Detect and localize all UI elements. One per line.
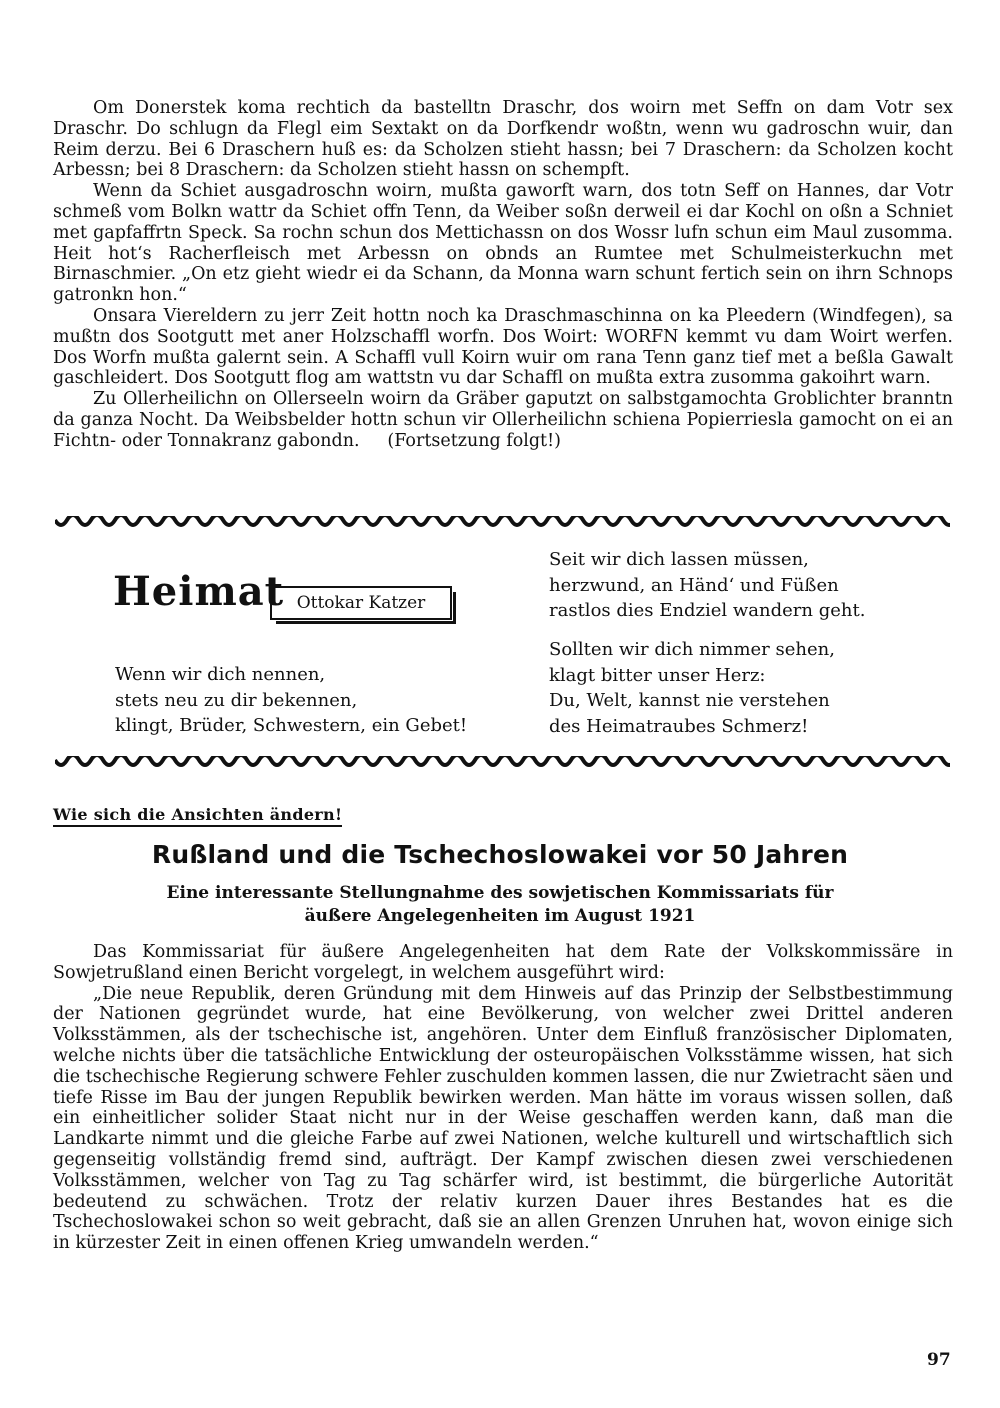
intro-paragraph-1: Om Donerstek koma rechtich da bastelltn Draschr, dos woirn met Seffn on dam Votr sex Draschr. Do schlugn da Flegl eim Sextakt on da Dorfkendr woßtn, wenn wu gadroschn wuir, dan Reim derzu. Bei 6 Draschern huß es: da Scholzen stieht hassn; bei 7 Draschern: da Scholzen kocht Arbessn; bei 8 Draschern: da Scholzen stieht hassn on schempft. [53,98,953,181]
poem-line: Seit wir dich lassen müssen, [549,549,809,570]
article-kicker: Wie sich die Ansichten ändern! [53,805,342,827]
poem-stanza-1 [115,662,467,739]
poem-line: Wenn wir dich nennen, [115,664,326,685]
bottom-wavy-divider [55,756,950,770]
poem-author-box [270,586,452,620]
intro-paragraph-4-text: Zu Ollerheilichn on Ollerseeln woirn da Gräber gaputzt on salbstgamochta Groblichter branntn da ganza Nocht. Da Weibsbelder hottn schun vir Ollerheilichn schiena Popierriesla gamocht on ei an Fichtn- oder Tonnakranz gabondn. [53,389,953,451]
article-paragraph-1: Das Kommissariat für äußere Angelegenheiten hat dem Rate der Volkskommissäre in Sowjetrußland einen Bericht vorgelegt, in welchem ausgeführt wird: [53,942,953,983]
intro-paragraph-3: Onsara Viereldern zu jerr Zeit hottn noch ka Draschmaschinna on ka Pleedern (Windfegen), sa mußtn dos Sootgutt met aner Holzschaffl worfn. Dos Woirt: WORFN kemmt vu dam Woirt werfen. Dos Worfn mußta galernt sein. A Schaffl vull Koirn wuir om rana Tenn ganz tief met a beßla Gawalt gaschleidert. Dos Sootgutt flog am wattstn vu dar Schaffl on mußta extra zusomma gakoihrt warn. [53,305,953,389]
article-subhead-line-1: Eine interessante Stellungnahme des sowjetischen Kommissariats für [166,883,834,903]
article-subhead [100,882,900,928]
page-number: 97 [927,1350,951,1370]
poem-line: Du, Welt, kannst nie verstehen [549,690,830,711]
poem-line: Sollten wir dich nimmer sehen, [549,639,835,660]
poem-title: Heimat [113,568,285,615]
continuation-note: (Fortsetzung folgt!) [387,430,561,451]
poem-line: des Heimatraubes Schmerz! [549,715,809,737]
poem-line: rastlos dies Endziel wandern geht. [549,600,866,621]
intro-paragraph-4 [53,389,953,451]
poem-author: Ottokar Katzer [296,593,426,613]
poem-line: klagt bitter unser Herz: [549,664,766,686]
poem-stanza-3 [549,637,835,739]
poem-stanza-2 [549,547,865,624]
article-body [53,942,953,1254]
poem-line: klingt, Brüder, Schwestern, ein Gebet! [115,715,468,736]
poem-line: stets neu zu dir bekennen, [115,689,358,711]
article-paragraph-2: „Die neue Republik, deren Gründung mit dem Hinweis auf das Prinzip der Selbstbestimmung der Nationen gegründet wurde, hat eine Bevölkerung, von welcher zwei Drittel anderen Volksstämmen, als der tschechische ist, angehören. Unter dem Einfluß französischer Diplomaten, welche nichts über die tatsächliche Entwicklung der osteuropäischen Volksstämme wissen, hat sich die tschechische Regierung schwere Fehler zuschulden kommen lassen, die nur Zwietracht säen und tiefe Risse im Bau der jungen Republik bewirken werden. Man hätte im voraus wissen sollen, daß ein einheitlicher solider Staat nicht nur in der Weise geschaffen werden kann, daß man die Landkarte nimmt und die gleiche Farbe auf zwei Nationen, welche kulturell und wirtschaftlich sich gegenseitig vollständig fremd sind, aufträgt. Der Kampf zwischen diesen zwei verschiedenen Volksstämmen, welcher von Tag zu Tag schärfer wird, ist bestimmt, die bürgerliche Autorität bedeutend zu schwächen. Trotz der relativ kurzen Dauer ihres Bestandes hat es die Tschechoslowakei schon so weit gebracht, daß sie an allen Grenzen Unruhen hat, wovon einige sich in kürzester Zeit in einen offenen Krieg umwandeln werden.“ [53,983,953,1254]
top-wavy-divider [55,516,950,530]
intro-text [53,98,953,452]
poem-line: herzwund, an Händ‘ und Füßen [549,574,839,596]
article-headline: Rußland und die Tschechoslowakei vor 50 Jahren [151,840,849,869]
article-subhead-line-2: äußere Angelegenheiten im August 1921 [304,906,696,926]
intro-paragraph-2: Wenn da Schiet ausgadroschn woirn, mußta gaworft warn, dos totn Seff on Hannes, dar Votr schmeß vom Bolkn wattr da Schiet offn Tenn, da Weiber soßn derweil ei dar Kochl on oßn a Schniet met gapfaffrtn Speck. Sa rochn schun dos Mettichassn on dos Wossr lufn schun eim Maul zusomma. Heit hot‘s Racherfleisch met Arbessn on obnds an Rumtee met Schulmeisterkuchn met Birnaschmier. „On etz gieht wiedr ei da Schann, da Monna warn schunt fertich sein on ihrn Schnops gatronkn hon.“ [53,181,953,306]
